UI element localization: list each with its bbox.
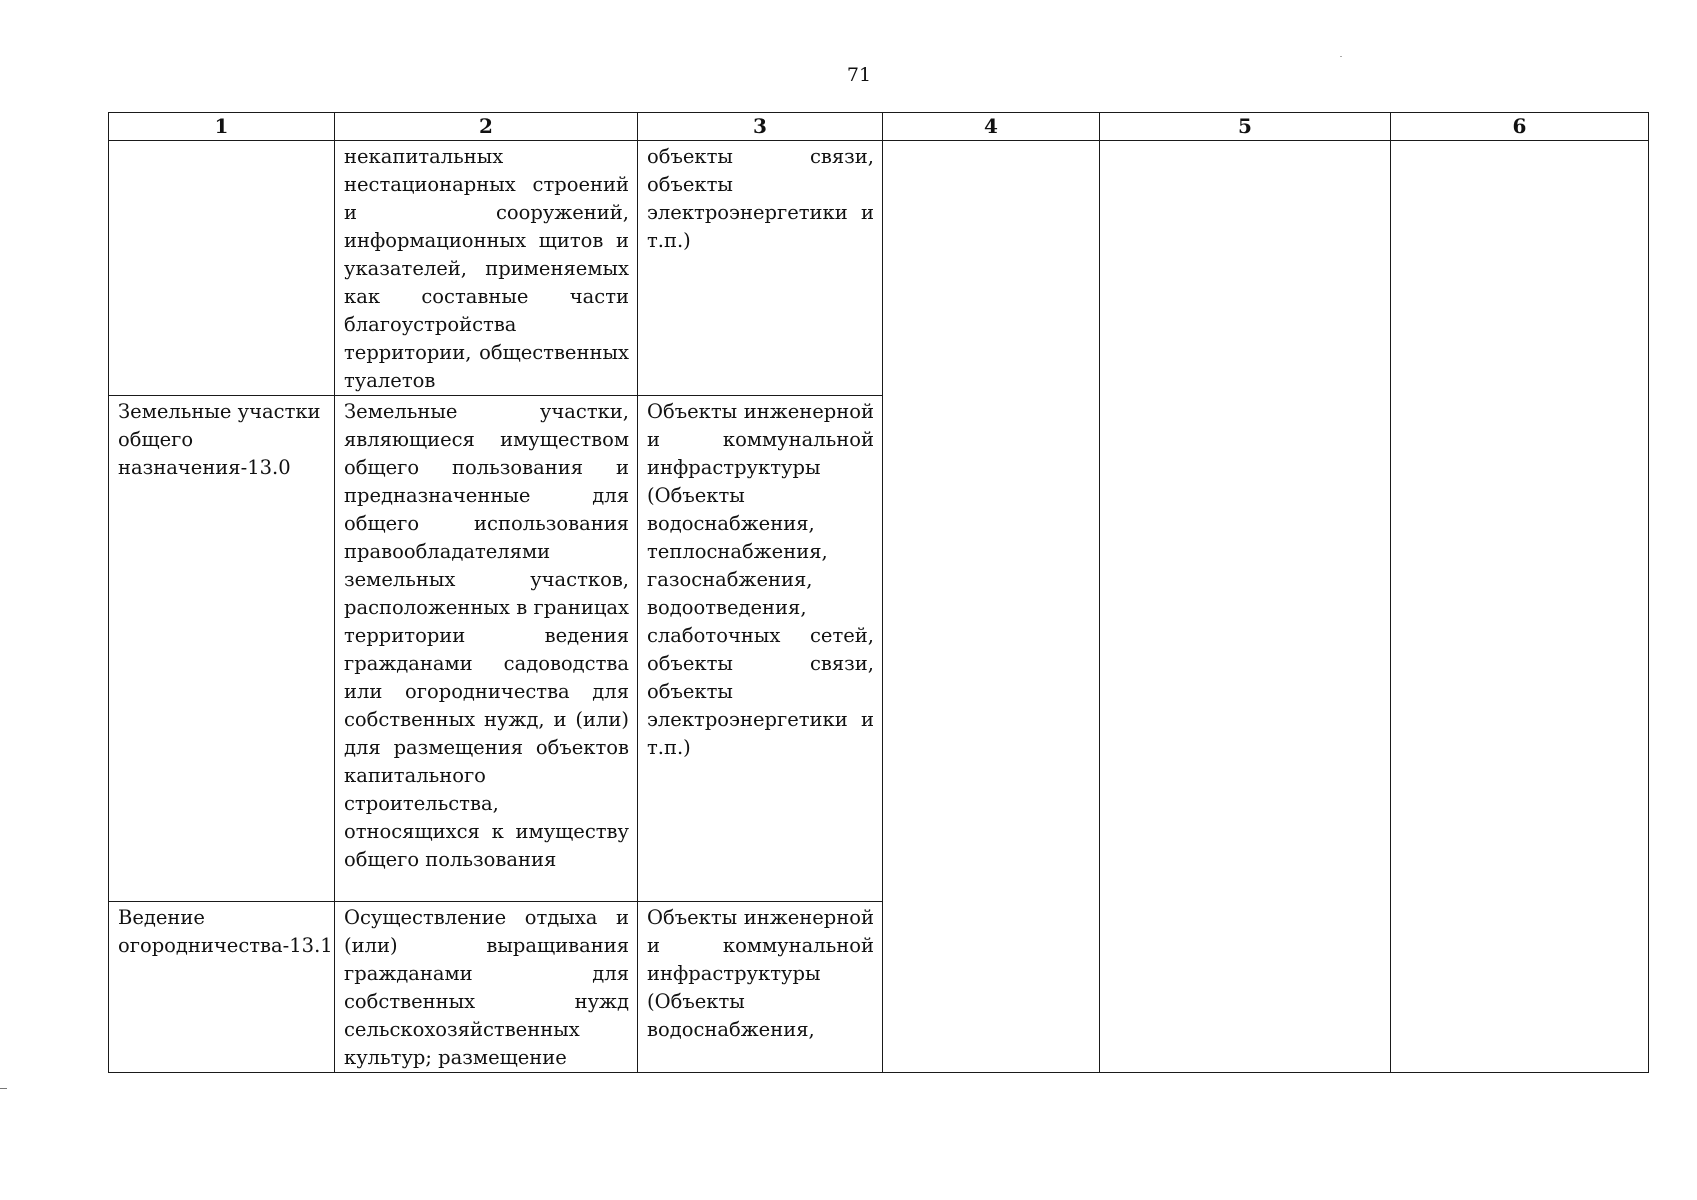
row-2-col-1: Земельные участки общего назначения-13.0 — [109, 396, 335, 902]
row-3-col-2: Осуществление отдыха и (или) выращивания гражданами для собственных нужд сельскохозяйственных культур; размещение — [335, 902, 638, 1073]
scan-margin-mark — [0, 1088, 7, 1089]
page-number: 71 — [846, 64, 872, 86]
document-table — [108, 112, 1649, 1073]
scan-speck — [1340, 56, 1342, 57]
column-header-3: 3 — [638, 113, 883, 141]
row-1-col-3: объекты связи, объекты электроэнергетики и т.п.) — [638, 141, 883, 396]
column-header-4: 4 — [883, 113, 1100, 141]
column-4-cell — [883, 141, 1100, 1073]
row-3-col-1: Ведение огородничества-13.1 — [109, 902, 335, 1073]
table-row — [109, 141, 1649, 396]
column-6-cell — [1391, 141, 1649, 1073]
column-header-1: 1 — [109, 113, 335, 141]
row-1-col-1 — [109, 141, 335, 396]
row-2-col-2: Земельные участки, являющиеся имуществом общего пользования и предназначенные для общего использования правообладателями земельных участков, расположенных в границах территории ведения гражданами садоводства или огородничества для собственных нужд, и (или) для размещения объектов капитального строительства, относящихся к имуществу общего пользования — [335, 396, 638, 902]
row-3-col-3: Объекты инженерной и коммунальной инфраструктуры (Объекты водоснабжения, — [638, 902, 883, 1073]
column-5-cell — [1100, 141, 1391, 1073]
table-header-row — [109, 113, 1649, 141]
column-header-6: 6 — [1391, 113, 1649, 141]
column-header-5: 5 — [1100, 113, 1391, 141]
column-header-2: 2 — [335, 113, 638, 141]
row-2-col-3: Объекты инженерной и коммунальной инфраструктуры (Объекты водоснабжения, теплоснабжения, газоснабжения, водоотведения, слаботочных сетей, объекты связи, объекты электроэнергетики и т.п.) — [638, 396, 883, 902]
row-1-col-2: некапитальных нестационарных строений и сооружений, информационных щитов и указателей, применяемых как составные части благоустройства территории, общественных туалетов — [335, 141, 638, 396]
